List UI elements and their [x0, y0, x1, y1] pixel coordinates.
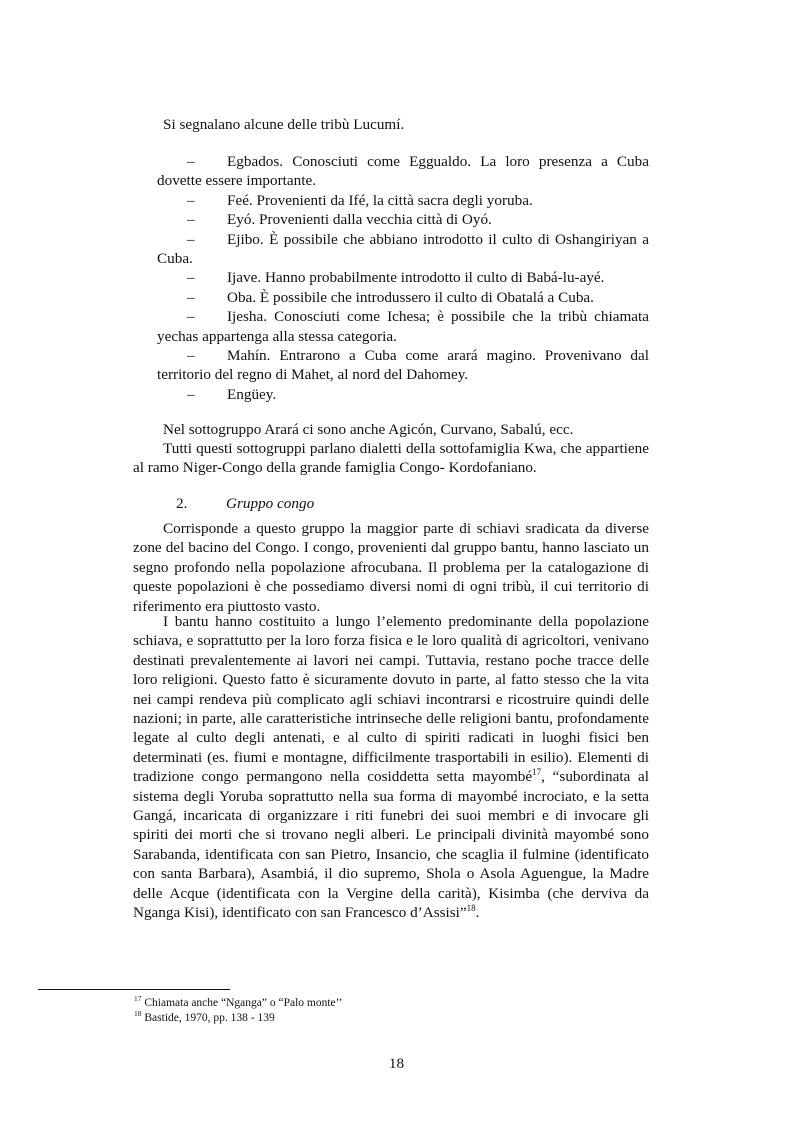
list-item — [157, 230, 649, 269]
dash-bullet: – — [187, 347, 195, 365]
intro-line: Si segnalano alcune delle tribù Lucumí. — [163, 116, 405, 133]
section-heading — [176, 494, 314, 513]
footnote-text: Bastide, 1970, pp. 138 - 139 — [141, 1012, 275, 1024]
dash-bullet: – — [187, 308, 195, 326]
list-item — [157, 152, 649, 191]
congo-paragraph-2 — [133, 612, 649, 923]
arara-subgroup-line: Nel sottogruppo Arará ci sono anche Agicón, Curvano, Sabalú, ecc. — [163, 421, 574, 438]
section-number: 2. — [176, 495, 188, 512]
list-item-text: Mahín. Entrarono a Cuba come arará magino. Provenivano dal territorio del regno di Mahet, al nord del Dahomey. — [157, 347, 649, 384]
list-item-text: Ijesha. Conosciuti come Ichesa; è possibile che la tribù chiamata yechas appartenga alla stessa categoria. — [157, 308, 649, 345]
list-item — [157, 268, 649, 287]
list-item-text: Eyó. Provenienti dalla vecchia città di Oyó. — [227, 211, 492, 229]
list-item — [157, 191, 649, 210]
footnote — [134, 996, 342, 1011]
list-item — [157, 288, 649, 307]
list-item — [157, 385, 649, 404]
list-item-text: Feé. Provenienti da Ifé, la città sacra degli yoruba. — [227, 191, 533, 209]
list-item — [157, 307, 649, 346]
section-title: Gruppo congo — [226, 495, 315, 512]
footnote-ref: 18 — [466, 903, 476, 914]
list-item-text: Oba. È possibile che introdussero il culto di Obatalá a Cuba. — [227, 288, 594, 306]
list-item-text: Ijave. Hanno probabilmente introdotto il culto di Babá-lu-ayé. — [227, 269, 605, 287]
footnote-number: 17 — [134, 994, 142, 1004]
paragraph-text: , “subordinata al sistema degli Yoruba soprattutto nella sua forma di mayombé incrociato, e la setta Gangá, incaricata di organizzare i riti funebri dei suoi membri e di invocare gli spiriti dei morti che si trovano negli alberi. Le principali divinità mayombé sono Sarabanda, identificata con san Pietro, Insancio, che scaglia il fulmine (identificato con santa Barbara), Asambiá, il dio supremo, Shola o Asola Aguengue, la Madre delle Acque (identificata con la Vergine della carità), Kisimba (che derviva da Nganga Kisi), identificato con san Francesco d’Assisi” — [133, 768, 650, 922]
congo-paragraph-1: Corrisponde a questo gruppo la maggior parte di schiavi sradicata da diverse zone del bacino del Congo. I congo, provenienti dal gruppo bantu, hanno lasciato un segno profondo nella popolazione afrocubana. Il problema per la catalogazione di queste popolazioni è che possediamo diversi nomi di ogni tribù, il cui territorio di riferimento era piuttosto vasto. — [133, 520, 649, 615]
dash-bullet: – — [187, 288, 195, 306]
list-item — [157, 210, 649, 229]
list-item-text: Ejibo. È possibile che abbiano introdotto il culto di Oshangiriyan a Cuba. — [157, 230, 649, 268]
footnote-ref: 17 — [532, 767, 542, 778]
dash-bullet: – — [187, 191, 195, 209]
page-number: 18 — [388, 1055, 405, 1072]
list-item — [157, 346, 649, 385]
paragraph-text: . — [475, 904, 480, 922]
dash-bullet: – — [187, 269, 195, 287]
list-item-text: Engüey. — [227, 385, 277, 403]
tribe-list — [157, 152, 649, 404]
footnote — [134, 1011, 275, 1026]
footnote-divider — [38, 989, 230, 990]
list-item-text: Egbados. Conosciuti come Eggualdo. La loro presenza a Cuba dovette essere importante. — [157, 153, 649, 190]
dash-bullet: – — [187, 153, 195, 170]
footnote-text: Chiamata anche “Nganga” o “Palo monte’’ — [141, 997, 343, 1009]
footnote-number: 18 — [134, 1009, 142, 1019]
dash-bullet: – — [187, 230, 195, 248]
dash-bullet: – — [187, 385, 195, 403]
paragraph-text: I bantu hanno costituito a lungo l’elemento predominante della popolazione schiava, e soprattutto per la loro forza fisica e le loro qualità di agricoltori, venivano destinati prevalentemente ai lavori nei campi. Tuttavia, restano poche tracce delle loro religioni. Questo fatto è sicuramente dovuto in parte, al fatto stesso che la vita nei campi rendeva più complicato agli schiavi incontrarsi e ricostruire quindi delle nazioni; in parte, alle caratteristiche intrinseche delle religioni bantu, profondamente legate al culto degli antenati, e al culto di spiriti radicati in luoghi fisici ben determinati (es. fiumi e montagne, difficilmente trasportabili in esilio). Elementi di tradizione congo permangono nella cosiddetta setta mayombé — [133, 613, 649, 786]
dialects-paragraph: Tutti questi sottogruppi parlano dialetti della sottofamiglia Kwa, che appartiene al ramo Niger-Congo della grande famiglia Congo- Kordofaniano. — [133, 440, 649, 477]
dash-bullet: – — [187, 211, 195, 229]
